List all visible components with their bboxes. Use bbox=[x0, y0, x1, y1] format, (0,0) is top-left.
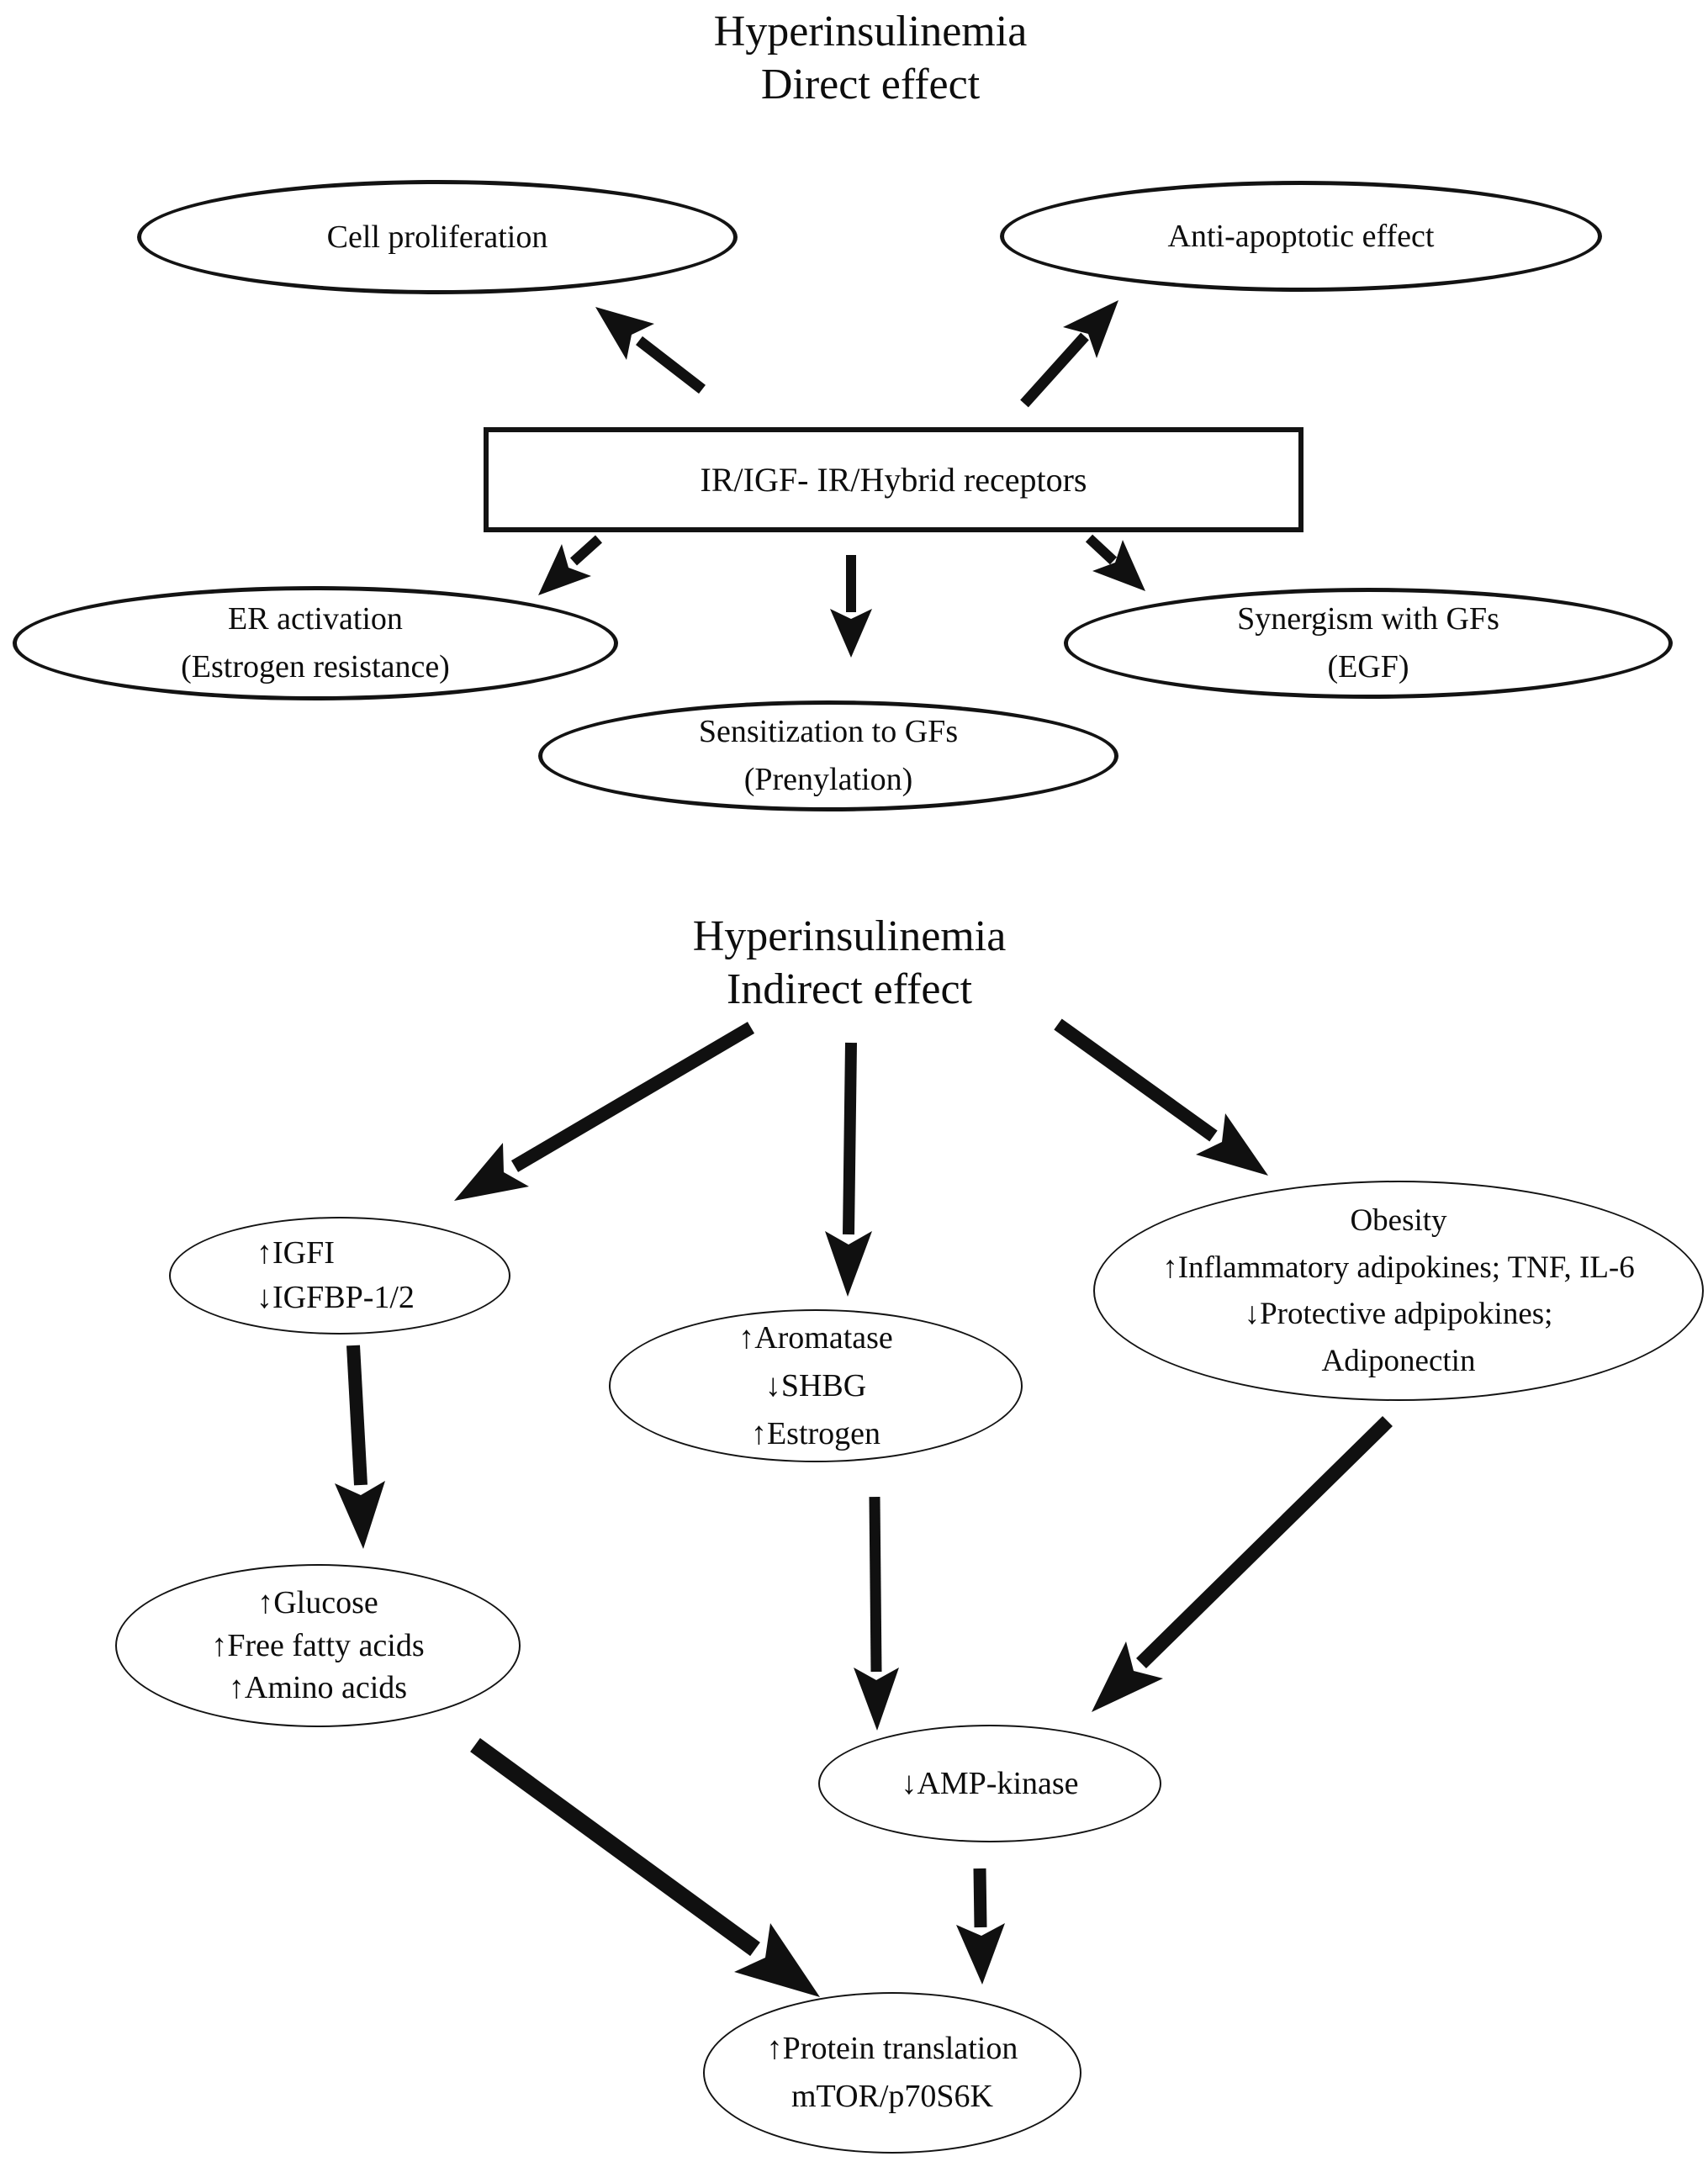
node-label: ↑Aromatase bbox=[738, 1319, 893, 1356]
arrow-receptors-to-synergism bbox=[1089, 538, 1145, 591]
node-cell-proliferation bbox=[137, 180, 738, 294]
node-label: (Estrogen resistance) bbox=[181, 649, 450, 684]
node-label: mTOR/p70S6K bbox=[791, 2079, 993, 2114]
node-label: ↑Glucose bbox=[257, 1585, 378, 1621]
node-label: ↑Inflammatory adipokines; TNF, IL-6 bbox=[1162, 1250, 1635, 1285]
node-label: ↓Protective adpipokines; bbox=[1244, 1297, 1553, 1331]
node-amp-kinase bbox=[818, 1725, 1161, 1842]
node-igf bbox=[169, 1217, 510, 1335]
node-label: Cell proliferation bbox=[326, 219, 548, 255]
node-label: ER activation bbox=[228, 601, 403, 637]
node-label: IR/IGF- IR/Hybrid receptors bbox=[700, 460, 1087, 499]
arrow-igf-to-metabolic bbox=[335, 1345, 385, 1549]
title-line: Hyperinsulinemia bbox=[713, 8, 1028, 55]
arrow-obesity-to-amp-kinase bbox=[1092, 1421, 1388, 1712]
node-label: ↑Amino acids bbox=[228, 1670, 408, 1706]
arrow-indirect-title-to-obesity bbox=[1058, 1024, 1268, 1176]
indirect-effect-title bbox=[429, 910, 1270, 1017]
node-metabolic-substrates bbox=[115, 1564, 521, 1727]
node-label: ↑Free fatty acids bbox=[211, 1627, 425, 1663]
node-label: (EGF) bbox=[1327, 649, 1409, 684]
node-er-activation bbox=[13, 586, 618, 700]
title-line: Hyperinsulinemia bbox=[692, 912, 1007, 960]
node-label: ↑Protein translation bbox=[766, 2031, 1018, 2066]
node-label: Sensitization to GFs bbox=[698, 714, 959, 749]
title-line: Indirect effect bbox=[726, 965, 973, 1014]
node-label: ↓SHBG bbox=[764, 1367, 867, 1403]
arrow-receptors-to-sensitization bbox=[830, 555, 872, 658]
arrow-metabolic-to-protein-translation bbox=[475, 1745, 820, 1997]
node-label: Adiponectin bbox=[1321, 1343, 1476, 1378]
arrow-indirect-title-to-igf bbox=[454, 1028, 751, 1201]
arrow-amp-kinase-to-protein-translation bbox=[956, 1868, 1005, 1985]
node-label: Obesity bbox=[1350, 1203, 1447, 1238]
node-receptors bbox=[484, 427, 1303, 532]
node-label: ↑Estrogen bbox=[750, 1415, 881, 1451]
node-anti-apoptotic-effect bbox=[1000, 181, 1602, 292]
node-synergism-with-gfs bbox=[1064, 588, 1673, 699]
arrow-receptors-to-er-activation bbox=[538, 539, 599, 595]
node-sensitization-to-gfs bbox=[538, 700, 1118, 811]
arrow-indirect-title-to-aromatase bbox=[825, 1043, 872, 1297]
node-protein-translation bbox=[703, 1992, 1081, 2154]
arrow-receptors-to-cell-proliferation bbox=[595, 307, 702, 389]
arrow-aromatase-to-amp-kinase bbox=[854, 1497, 899, 1731]
node-label: ↓AMP-kinase bbox=[901, 1765, 1079, 1801]
node-obesity bbox=[1093, 1181, 1704, 1401]
node-label: ↓IGFBP-1/2 bbox=[256, 1280, 415, 1315]
node-label: ↑IGFI bbox=[256, 1234, 335, 1271]
node-label: (Prenylation) bbox=[743, 762, 913, 797]
node-label: Synergism with GFs bbox=[1237, 601, 1499, 637]
direct-effect-title bbox=[450, 5, 1291, 112]
arrow-receptors-to-anti-apoptotic bbox=[1024, 300, 1118, 404]
node-aromatase bbox=[609, 1309, 1023, 1462]
title-line: Direct effect bbox=[760, 61, 981, 109]
node-label: Anti-apoptotic effect bbox=[1167, 218, 1435, 254]
